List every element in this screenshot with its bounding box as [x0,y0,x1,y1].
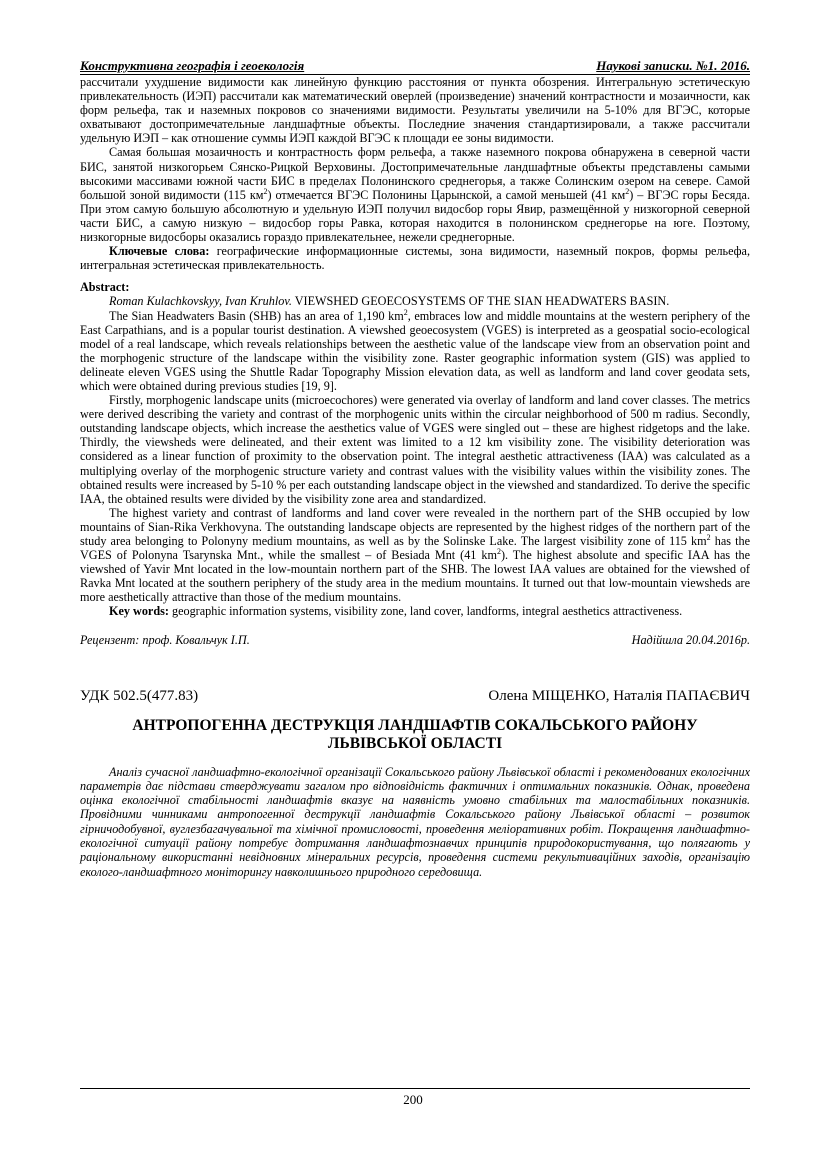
article-authors: Олена МІЩЕНКО, Наталія ПАПАЄВИЧ [488,687,750,704]
superscript: 2 [403,307,408,317]
superscript: 2 [706,532,711,542]
en-p1-part-a: The Sian Headwaters Basin (SHB) has an area of 1,190 km [109,308,404,323]
article-title-line-1: АНТРОПОГЕННА ДЕСТРУКЦІЯ ЛАНДШАФТІВ СОКАЛЬСЬКОГО РАЙОНУ [132,716,698,734]
ru-p2-part-c: ) – ВГЭС горы Бесяда. При этом самую большую абсолютную и удельную ИЭП получил видосбор горы Явир, размещённой у низкогорной северной части БИС, а самую низкую – видосбор горы Равка, которая находится в полонинском среднегорье на юге. Поэтому, низкогорные видосборы оказались гораздо привлекательнее, нежели среднегорные. [80,187,750,245]
en-keywords-label: Key words: [109,604,169,619]
en-keywords-text: geographic information systems, visibility zone, land cover, landforms, integral aesthetics attractiveness. [168,604,683,619]
en-p3-part-b: has the VGES of Polonyna Tsarynska Mnt., while the smallest – of Besiada Mnt (41 km [80,534,750,563]
en-keywords [80,604,750,618]
en-paragraph-3 [80,506,750,605]
article-abstract: Аналіз сучасної ландшафтно-екологічної організації Сокальського району Львівської області і рекомендованих екологічних параметрів дає підстави стверджувати загалом про відповідність фактичних і оптимальних показників. Однак, проведена оцінка екологічної стабільності ландшафтів вказує на наявність умовно стабільних та малостабільних показників. Провідними чинниками антропогенної деструкції ландшафтів Сокальського району Львівської області – розвиток гірничодобувної, вуглезбагачувальної та хімічної промисловості, проведення меліоративних робіт. Покращення ландшафтно-екологічної ситуації району потребує дотримання ландшафтознавчих принципів природокористування, що полягають у раціональному використанні невідновних мінеральних ресурсів, проведення системи рекультиваційних заходів, організацію еколого-ландшафтного моніторингу навколишнього природного середовища. [80,764,750,879]
page-number: 200 [403,1092,423,1107]
en-paragraph-1 [80,309,750,394]
article-title [80,717,750,753]
ru-keywords-label: Ключевые слова: [109,244,210,259]
abstract-title: VIEWSHED GEOECOSYSTEMS OF THE SIAN HEADWATERS BASIN. [291,294,670,309]
footer-divider [80,1088,750,1089]
page-body [80,58,750,879]
en-p1-part-b: , embraces low and middle mountains at the western periphery of the East Carpathians, and is a popular tourist destination. A viewshed geoecosystem (VGES) is interpreted as a geospatial socio-ecological model of a real landscape, which reveals relationships between the aesthetic value of the landscape view from an observation point and the morphogenic structure of the landscape within the visibility zone. Raster geographic information system (GIS) was applied to delineate eleven VGES using the Shuttle Radar Topography Mission elevation data, as well as landform and land cover geodata sets, which were obtained during previous studies [19, 9]. [80,308,750,393]
reviewer: Рецензент: проф. Ковальчук І.П. [80,632,250,647]
superscript: 2 [625,186,630,196]
article-header [80,688,750,705]
review-line [80,633,750,648]
superscript: 2 [496,547,501,557]
ru-keywords-text: географические информационные системы, зона видимости, наземный покров, формы рельефа, интегральная эстетическая привлекательность. [80,244,750,273]
en-paragraph-2: Firstly, morphogenic landscape units (microecochores) were generated via overlay of landform and land cover classes. The metrics were derived describing the variety and contrast of the morphogenic units within the circular neighborhood of 500 m radius. Secondly, outstanding landscape objects, which increase the aesthetics value of VGES were singled out – these are highest ridgetops and the lake. Thirdly, the viewsheds were delineated, and their extent was limited to a 12 km visibility zone. The visibility deterioration was considered as a linear function of proximity to the observation point. The integral aesthetic attractiveness (IAA) was calculated as a multiplying overlay of the morphogenic structure variety and contrast values with the visibility values within the visibility zones. The obtained results were increased by 5-10 % per each outstanding landscape object in the viewshed and standardized. To derive the specific IAA, the obtained results were divided by the visibility zone area and standardized. [80,393,751,506]
abstract-heading: Abstract: [80,280,130,295]
abstract-authors: Roman Kulachkovskyy, Ivan Kruhlov. [109,294,292,309]
en-p3-part-c: ). The highest absolute and specific IAA has the viewshed of Yavir Mnt located in the low-mountain northern part of the SHB. The lowest IAA values are obtained for the viewshed of Ravka Mnt located at the southern periphery of the study area in the medium mountains. It turned out that low-mountain viewsheds are more aesthetically attractive than those of the medium mountains. [80,548,750,605]
udc-code: УДК 502.5(477.83) [80,687,199,704]
abstract-title-line [80,294,750,308]
received-date: Надійшла 20.04.2016р. [631,632,750,647]
article-title-line-2: ЛЬВІВСЬКОЇ ОБЛАСТІ [327,734,503,752]
header-journal-issue: Наукові записки. №1. 2016. [596,58,750,73]
ru-paragraph-2 [80,145,750,244]
ru-p2-part-a: Самая большая мозаичность и контрастность форм рельефа, а также наземного покрова обнаружена в северной части БИС, занятой низкогорьем Сянско-Рицкой Верховины. Достопримечательные ландшафтные объекты представлены самыми высокими массивами южной части БИС в пределах Полонинского среднегорья, а также Солинским озером на севере. Самой большой зоной видимости (115 км [80,145,750,202]
ru-keywords [80,244,750,272]
header-journal-section: Конструктивна географія і геоекологія [80,58,305,73]
en-p3-part-a: The highest variety and contrast of landforms and land cover were revealed in the northern part of the SHB occupied by low mountains of Sian-Rika Verkhovyna. The outstanding landscape objects are represented by the highest ridges of the northern part of the study area belonging to Polonyny medium mountains, as well as by the Solinske Lake. The largest visibility zone of 115 km [80,505,750,548]
running-header [80,58,750,75]
ru-p2-part-b: ) отмечается ВГЭС Полонины Царынской, а самой меньшей (41 км [267,187,626,202]
ru-paragraph-1: рассчитали ухудшение видимости как линейную функцию расстояния от пункта обозрения. Интегральную эстетическую привлекательность (ИЭП) рассчитали как математический оверлей (произведение) значений контрастности и мозаичности, как форм рельефа, так и наземных покровов со значениями видимости. Результаты увеличили на 5-10% для ВГЭС, которые охватывают достопримечательные ландшафтные объекты. Последние значения стандартизировали, а также рассчитали удельную ИЭП – как отношение суммы ИЭП каждой ВГЭС к площади ее зоны видимости. [80,75,750,146]
superscript: 2 [263,186,268,196]
